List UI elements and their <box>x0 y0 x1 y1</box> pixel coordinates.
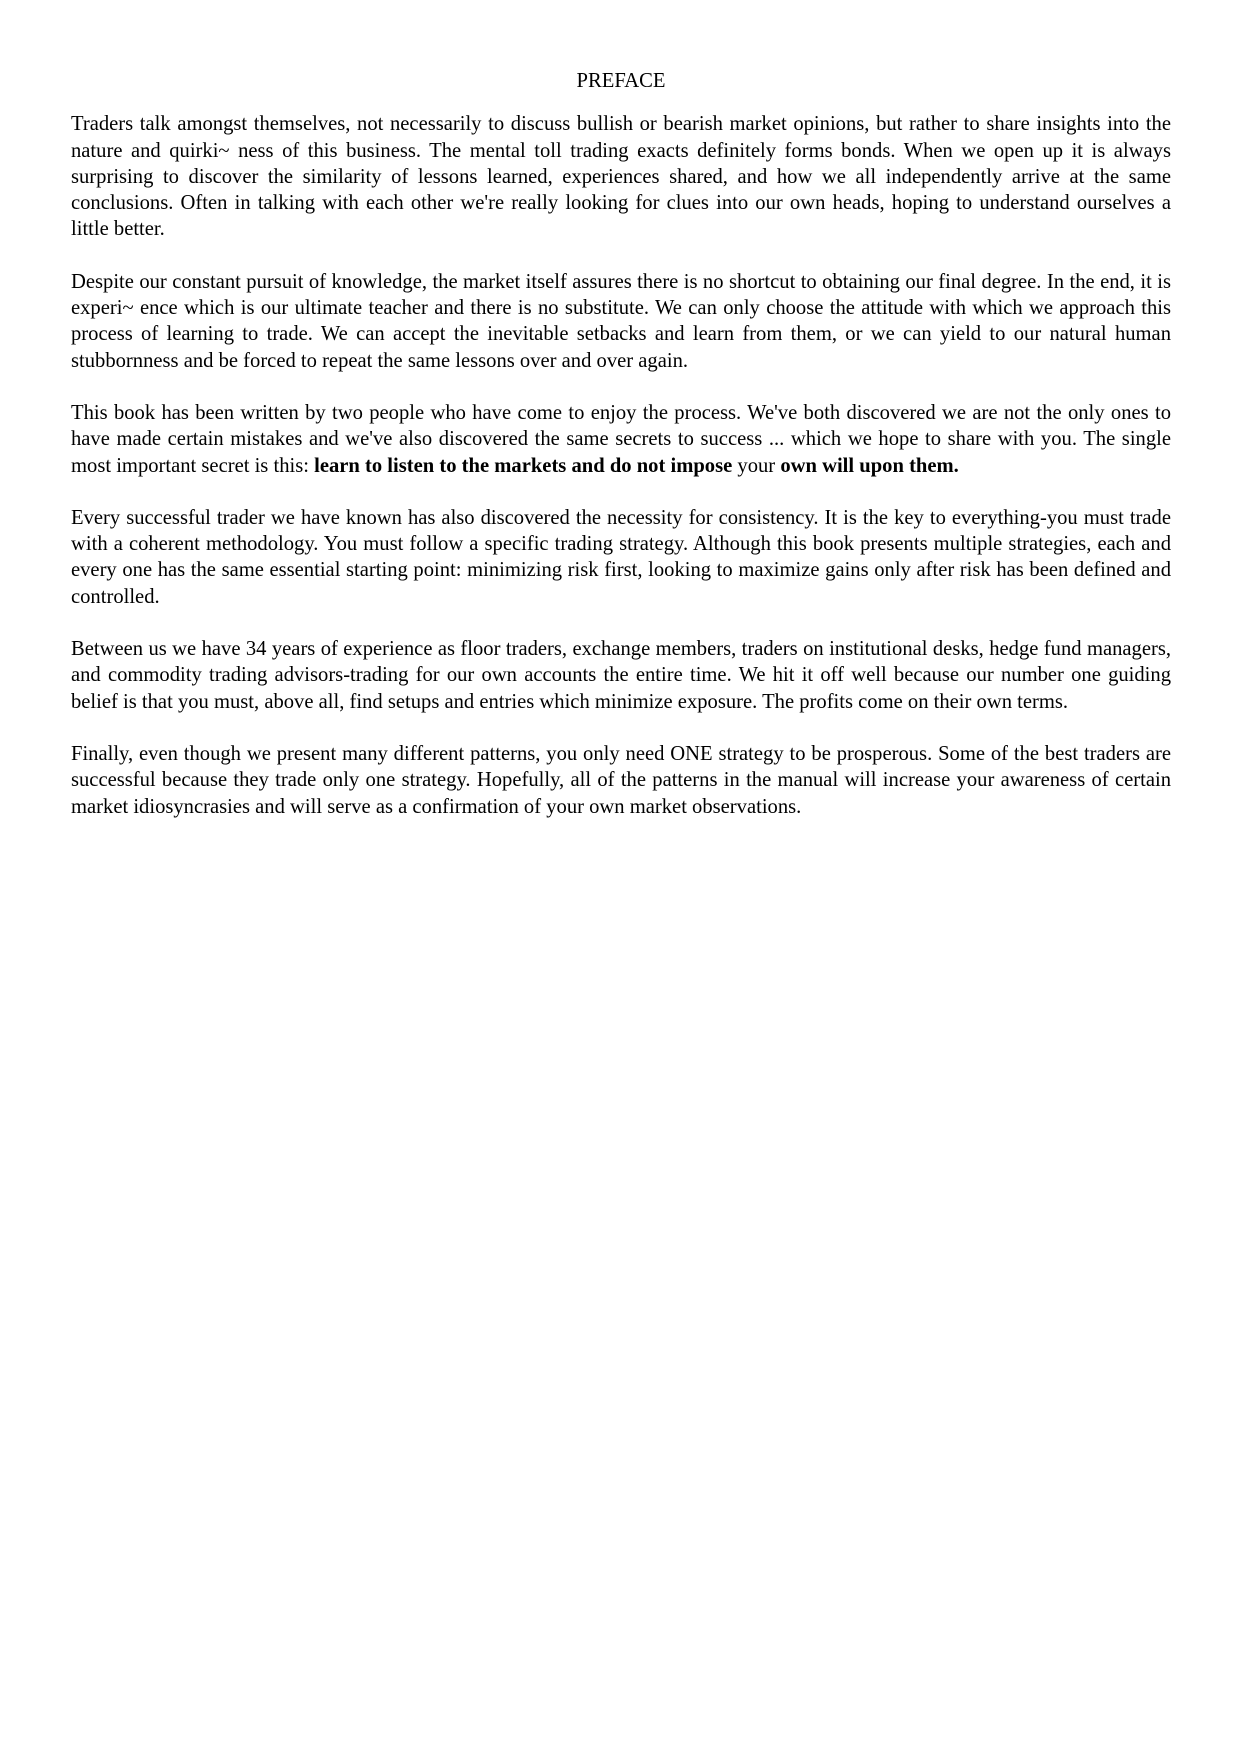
paragraph-6: Finally, even though we present many different patterns, you only need ONE strategy to be prosperous. Some of the best traders are successful because they trade only one strategy. Hopefully, all of the patterns in the manual will increase your awareness of certain market idiosyncrasies and will serve as a confirmation of your own market observations. <box>71 742 1171 818</box>
paragraph-3-text-2: your <box>732 454 781 477</box>
paragraph-3-bold-2: own will upon them. <box>780 454 959 477</box>
paragraph-3-text-1: This book has been written by two people who have come to enjoy the process. We've both discovered we are not the only ones to have made certain mistakes and we've also discovered the same secrets to success ... which we hope to share with you. The single most important secret is this: <box>71 401 1171 477</box>
paragraph-5: Between us we have 34 years of experience as floor traders, exchange members, traders on institutional desks, hedge fund managers, and commodity trading advisors-trading for our own accounts the entire time. We hit it off well because our number one guiding belief is that you must, above all, find setups and entries which minimize exposure. The profits come on their own terms. <box>71 638 1171 713</box>
paragraph-4: Every successful trader we have known has also discovered the necessity for consistency. It is the key to everything-you must trade with a coherent methodology. You must follow a specific trading strategy. Although this book presents multiple strategies, each and every one has the same essential starting point: minimizing risk first, looking to maximize gains only after risk has been defined and controlled. <box>71 506 1171 608</box>
page-title: PREFACE <box>576 70 666 92</box>
document-page <box>71 68 1171 846</box>
paragraph-1: Traders talk amongst themselves, not necessarily to discuss bullish or bearish market opinions, but rather to share insights into the nature and quirki~ ness of this business. The mental toll trading exacts definitely forms bonds. When we open up it is always surprising to discover the similarity of lessons learned, experiences shared, and how we all independently arrive at the same conclusions. Often in talking with each other we're really looking for clues into our own heads, hoping to understand ourselves a little better. <box>71 113 1171 241</box>
paragraph-3 <box>71 400 1171 479</box>
paragraph-3-bold-1: learn to listen to the markets and do not impose <box>314 454 733 477</box>
paragraph-2: Despite our constant pursuit of knowledge, the market itself assures there is no shortcut to obtaining our final degree. In the end, it is experi~ ence which is our ultimate teacher and there is no substitute. We can only choose the attitude with which we approach this process of learning to trade. We can accept the inevitable setbacks and learn from them, or we can yield to our natural human stubbornness and be forced to repeat the same lessons over and over again. <box>71 270 1171 372</box>
